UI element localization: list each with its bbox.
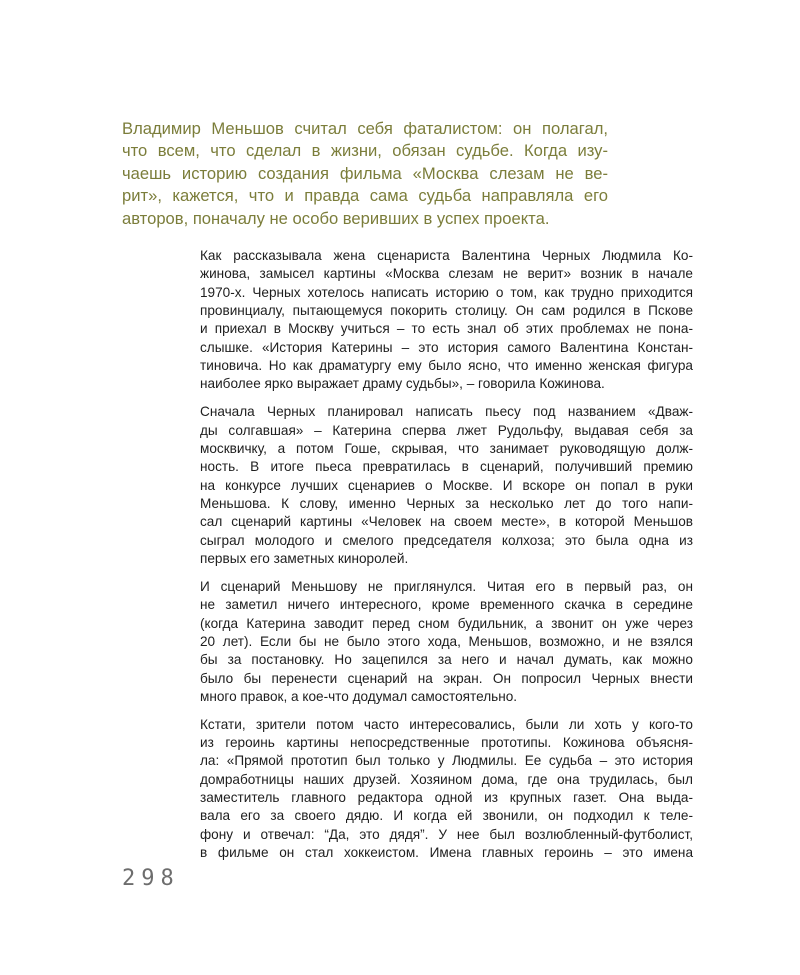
lead-line: чаешь историю создания фильма «Москва слезам не ве-: [122, 163, 608, 183]
text-line: Сначала Черных планировал написать пьесу под названием «Дваж-: [200, 404, 693, 420]
text-line: заместитель главного редактора одной из крупных газет. Она выда-: [200, 790, 693, 806]
text-line: 20 лет). Если бы не было этого хода, Меньшов, возможно, и не взялся: [200, 633, 693, 649]
text-line: москвичку, а потом Гоше, скрывая, что занимает руководящую долж-: [200, 440, 693, 456]
text-line: Меньшова. К слову, именно Черных за несколько лет до того напи-: [200, 495, 693, 511]
lead-paragraph: [122, 118, 608, 230]
text-line: из героинь картины непосредственные прототипы. Кожинова объясня-: [200, 735, 693, 751]
text-line: провинциалу, пытающемуся покорить столицу. Он сам родился в Пскове: [200, 303, 693, 319]
paragraph: [200, 403, 693, 568]
body-text: [200, 247, 693, 872]
text-line: на конкурсе лучших сценариев о Москве. И вскоре он попал в руки: [200, 477, 693, 493]
lead-line: авторов, поначалу не особо веривших в успех проекта.: [122, 208, 550, 228]
text-line: ла: «Прямой прототип был только у Людмилы. Ее судьба – это история: [200, 753, 693, 769]
text-line: жинова, замысел картины «Москва слезам не верит» возник в начале: [200, 266, 693, 282]
text-line: фону и отвечал: “Да, это дядя”. У нее был возлюбленный-футболист,: [200, 826, 693, 842]
text-line: наиболее ярко выражает драму судьбы», – говорила Кожинова.: [200, 376, 605, 392]
text-line: сыграл молодого и смелого председателя колхоза; это была одна из: [200, 532, 693, 548]
text-line: слышке. «История Катерины – это история самого Валентина Констан-: [200, 339, 693, 355]
text-line: не заметил ничего интересного, кроме временного скачка в середине: [200, 597, 693, 613]
text-line: много правок, а кое-что додумал самостоятельно.: [200, 688, 518, 704]
lead-line: что всем, что сделал в жизни, обязан судьбе. Когда изу-: [122, 141, 608, 161]
paragraph: [200, 716, 693, 863]
text-line: в фильме он стал хоккеистом. Имена главных героинь – это имена: [200, 845, 693, 861]
text-line: 1970-х. Черных хотелось написать историю о том, как трудно приходится: [200, 284, 693, 300]
paragraph: [200, 247, 693, 394]
page-number: 298: [122, 866, 180, 891]
text-line: было бы перенести сценарий на экран. Он попросил Черных внести: [200, 670, 693, 686]
text-line: первых его заметных киноролей.: [200, 551, 409, 566]
text-line: и приехал в Москву учиться – то есть знал об этих проблемах не пона-: [200, 321, 693, 337]
text-line: ность. В итоге пьеса превратилась в сценарий, получивший премию: [200, 459, 693, 475]
paragraph: [200, 578, 693, 706]
text-line: И сценарий Меньшову не приглянулся. Читая его в первый раз, он: [200, 578, 693, 594]
text-line: вала его за своего дядю. И когда ей звонили, он подходил к теле-: [200, 808, 693, 824]
text-line: Кстати, зрители потом часто интересовались, были ли хоть у кого-то: [200, 716, 693, 732]
text-line: (когда Катерина заводит перед сном будильник, а звонит он уже через: [200, 615, 693, 631]
text-line: Как рассказывала жена сценариста Валентина Черных Людмила Ко-: [200, 248, 693, 263]
text-line: сал сценарий картины «Человек на своем месте», в которой Меньшов: [200, 514, 693, 530]
lead-line: Владимир Меньшов считал себя фаталистом: он полагал,: [122, 119, 608, 138]
text-line: тиновича. Но как драматургу ему было ясно, что именно женская фигура: [200, 358, 693, 374]
text-line: домработницы наших друзей. Хозяином дома, где она трудилась, был: [200, 771, 693, 787]
text-line: бы за постановку. Но зацепился за него и начал думать, как можно: [200, 652, 693, 668]
lead-line: рит», кажется, что и правда сама судьба направляла его: [122, 186, 608, 206]
text-line: ды солгавшая» – Катерина сперва лжет Рудольфу, выдавая себя за: [200, 422, 693, 438]
